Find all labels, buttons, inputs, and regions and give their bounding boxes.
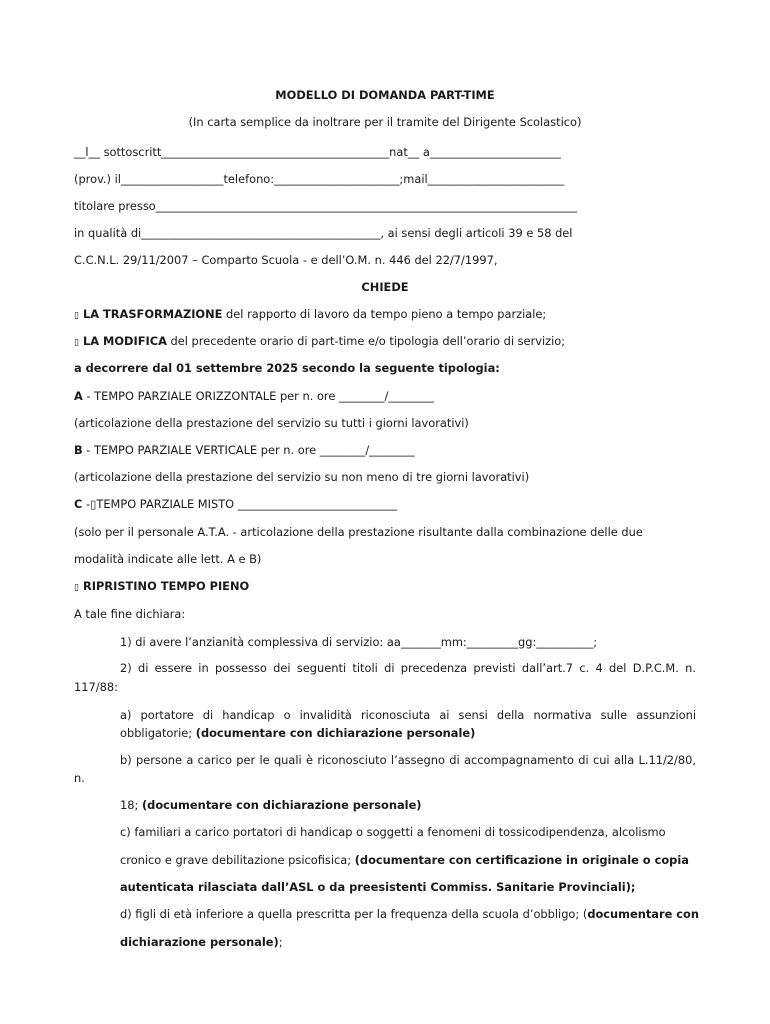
item-b: b) persone a carico per le quali è riconosciuto l’assegno di accompagnamento di cui alla L.11/2/80, [120,753,696,767]
ccnl-reference: C.C.N.L. 29/11/2007 – Comparto Scuola - e dell’O.M. n. 446 del 22/7/1997, [74,253,498,267]
tipologia-a-note: (articolazione della prestazione del servizio su tutti i giorni lavorativi) [74,416,469,430]
option-trasformazione[interactable]: ▯ LA TRASFORMAZIONE del rapporto di lavoro da tempo pieno a tempo parziale; [74,307,547,321]
field-prov-telefono-mail[interactable]: (prov.) il__________________telefono:______________________;mail________________________ [74,172,565,186]
item-b-cont: 18; (documentare con dichiarazione personale) [120,798,422,812]
item-a: a) portatore di handicap o invalidità riconosciuta ai sensi della normativa sulle assunzioni [120,708,696,722]
checkbox-icon[interactable]: ▯ [74,338,79,348]
item-c-cont: cronico e grave debilitazione psicofisica; (documentare con certificazione in originale o copia [120,853,689,867]
page-subtitle: (In carta semplice da inoltrare per il tramite del Dirigente Scolastico) [188,115,582,129]
field-sottoscritto[interactable]: __l__ sottoscritt________________________________________nat__ a_______________________ [74,145,561,159]
item-precedenza-cont: 117/88: [74,680,118,694]
tipologia-a[interactable]: A - TEMPO PARZIALE ORIZZONTALE per n. ore ________/________ [74,389,434,403]
item-b-n: n. [74,771,85,785]
item-a-cont: obbligatorie; (documentare con dichiarazione personale) [120,726,476,740]
tipologia-b[interactable]: B - TEMPO PARZIALE VERTICALE per n. ore ________/________ [74,443,415,457]
tipologia-b-note: (articolazione della prestazione del servizio su non meno di tre giorni lavorativi) [74,470,530,484]
page-title: MODELLO DI DOMANDA PART-TIME [275,88,495,102]
field-titolare-presso[interactable]: titolare presso__________________________________________________________________________ [74,199,578,213]
tipologia-c-note-cont: modalità indicate alle lett. A e B) [74,552,262,566]
item-c-cont2: autenticata rilasciata dall’ASL o da preesistenti Commiss. Sanitarie Provinciali); [120,880,636,894]
tipologia-c[interactable]: C -▯TEMPO PARZIALE MISTO ____________________________ [74,497,398,511]
tipologia-c-note: (solo per il personale A.T.A. - articolazione della prestazione risultante dalla combinazione delle due [74,525,643,539]
decorrenza-text: a decorrere dal 01 settembre 2025 secondo la seguente tipologia: [74,361,500,375]
field-qualita[interactable]: in qualità di__________________________________________, ai sensi degli articoli 39 e 58 del [74,226,573,240]
item-precedenza: 2) di essere in possesso dei seguenti titoli di precedenza previsti dall’art.7 c. 4 del D.P.C.M. n. [120,661,696,675]
item-c: c) familiari a carico portatori di handicap o soggetti a fenomeni di tossicodipendenza, alcolismo [120,825,666,839]
item-anzianita[interactable]: 1) di avere l’anzianità complessiva di servizio: aa_______mm:_________gg:__________; [120,635,598,649]
option-ripristino[interactable]: ▯ RIPRISTINO TEMPO PIENO [74,579,250,593]
checkbox-icon[interactable]: ▯ [74,583,79,593]
chiede-heading: CHIEDE [361,280,409,294]
checkbox-icon[interactable]: ▯ [74,311,79,321]
item-d: d) figli di età inferiore a quella prescritta per la frequenza della scuola d’obbligo; (documentare con [120,907,699,921]
dichiara-heading: A tale fine dichiara: [74,607,186,621]
item-d-cont: dichiarazione personale); [120,935,283,949]
option-modifica[interactable]: ▯ LA MODIFICA del precedente orario di part-time e/o tipologia dell’orario di servizio; [74,334,566,348]
